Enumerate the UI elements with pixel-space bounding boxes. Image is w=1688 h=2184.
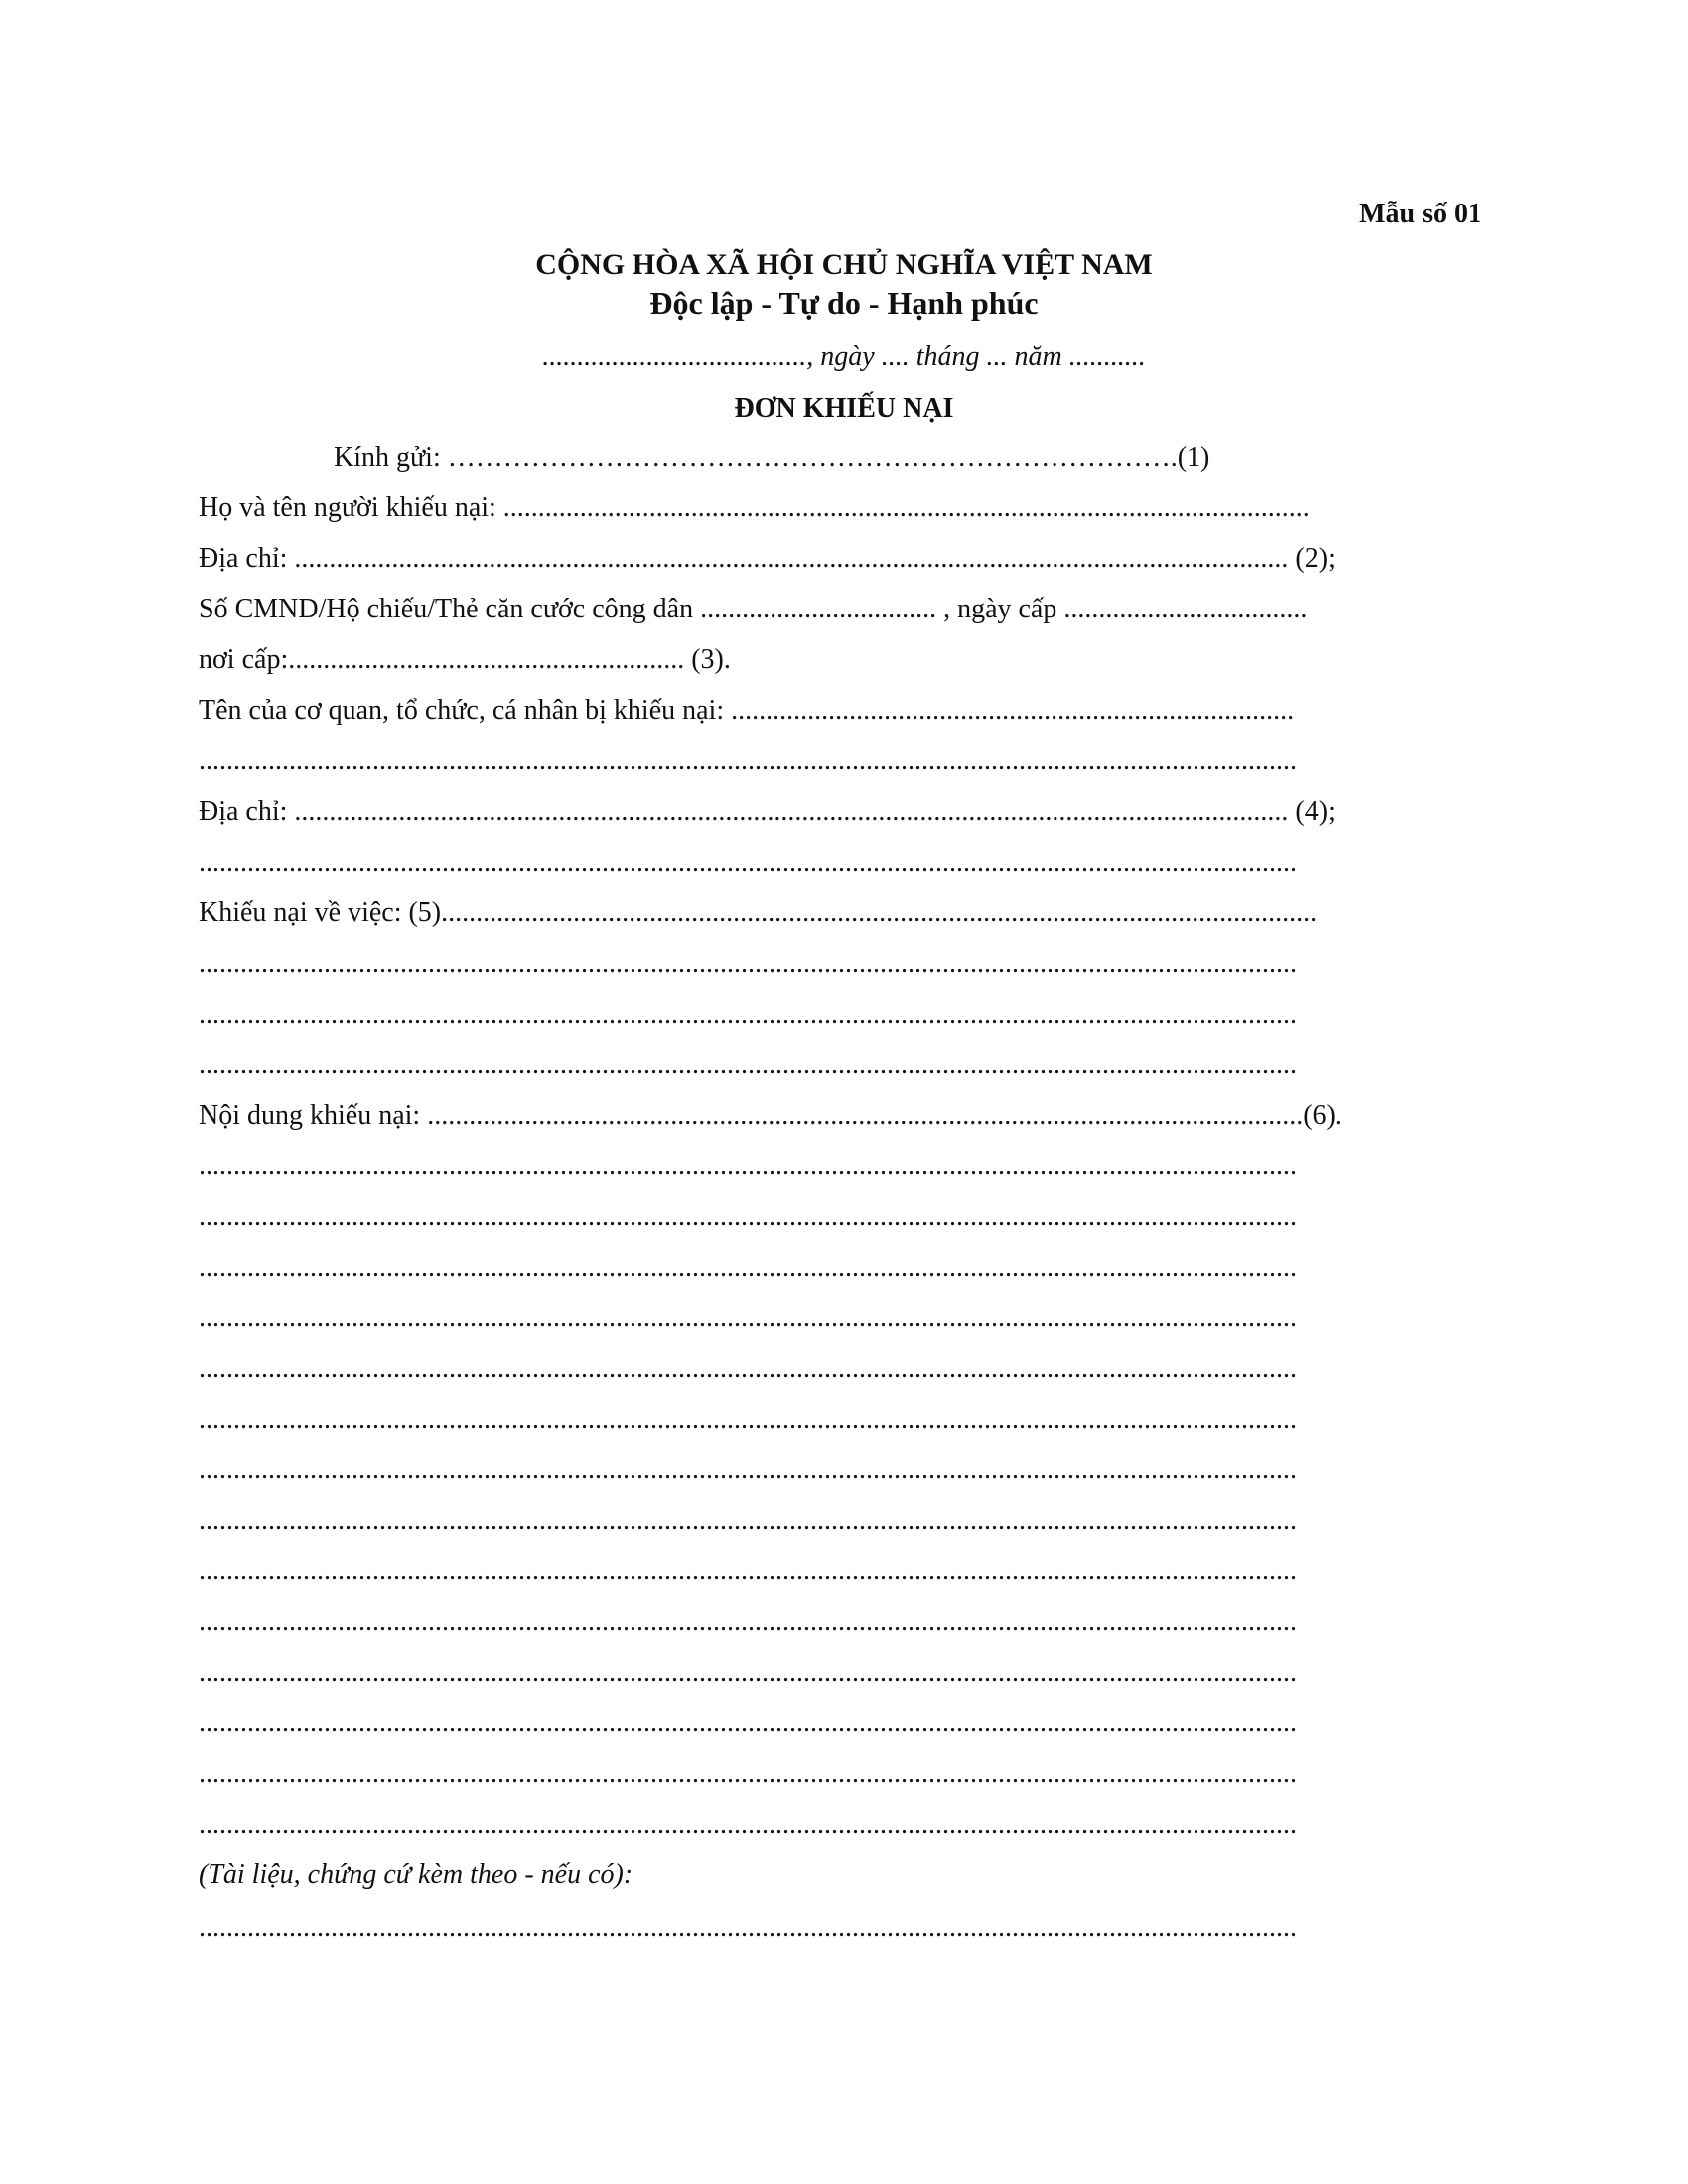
form-title: ĐƠN KHIẾU NẠI: [734, 393, 954, 424]
complainant-address-line: Địa chỉ: ............................................................................................................................................... (2);: [199, 543, 1336, 574]
date-line: ......................................, ngày .... tháng ... năm ...........: [542, 341, 1146, 372]
recipient-line: Kính gửi: …………………………………………………………………….(1): [334, 442, 1210, 473]
complaint-subject-line: Khiếu nại về việc: (5)..............................................................................................................................: [199, 897, 1318, 928]
subject-continuation-1: ..............................................................................................................................................................: [199, 948, 1297, 979]
content-line-4: ..............................................................................................................................................................: [199, 1302, 1297, 1333]
respondent-address-line: Địa chỉ: ............................................................................................................................................... (4);: [199, 796, 1336, 827]
content-line-2: ..............................................................................................................................................................: [199, 1201, 1297, 1232]
complainant-name-line: Họ và tên người khiếu nại: ....................................................................................................................: [199, 492, 1310, 523]
attachments-label: (Tài liệu, chứng cứ kèm theo - nếu có):: [199, 1859, 633, 1890]
content-line-13: ..............................................................................................................................................................: [199, 1758, 1297, 1789]
content-line-11: ..............................................................................................................................................................: [199, 1657, 1297, 1688]
content-line-6: ..............................................................................................................................................................: [199, 1404, 1297, 1434]
id-info-line: Số CMND/Hộ chiếu/Thẻ căn cước công dân .................................. , ngày cấp ...................................: [199, 594, 1308, 624]
content-line-5: ..............................................................................................................................................................: [199, 1353, 1297, 1384]
content-line-3: ..............................................................................................................................................................: [199, 1252, 1297, 1283]
form-number: Mẫu số 01: [1359, 199, 1481, 229]
content-line-7: ..............................................................................................................................................................: [199, 1454, 1297, 1485]
content-line-9: ..............................................................................................................................................................: [199, 1556, 1297, 1586]
subject-continuation-3: ..............................................................................................................................................................: [199, 1049, 1297, 1080]
issue-place-line: nơi cấp:......................................................... (3).: [199, 644, 731, 675]
national-header: [0, 246, 1688, 322]
respondent-name-continuation: ..............................................................................................................................................................: [199, 746, 1297, 776]
complaint-content-line: Nội dung khiếu nại: ..............................................................................................................................(6).: [199, 1100, 1342, 1131]
nation-motto: Độc lập - Tự do - Hạnh phúc: [649, 285, 1039, 321]
content-line-14: ..............................................................................................................................................................: [199, 1809, 1297, 1840]
attachments-line: ..............................................................................................................................................................: [199, 1912, 1297, 1943]
content-line-1: ..............................................................................................................................................................: [199, 1151, 1297, 1181]
subject-continuation-2: ..............................................................................................................................................................: [199, 999, 1297, 1029]
content-line-10: ..............................................................................................................................................................: [199, 1606, 1297, 1637]
respondent-name-line: Tên của cơ quan, tổ chức, cá nhân bị khiếu nại: .................................................................................: [199, 695, 1295, 726]
content-line-8: ..............................................................................................................................................................: [199, 1505, 1297, 1536]
nation-title: CỘNG HÒA XÃ HỘI CHỦ NGHĨA VIỆT NAM: [535, 248, 1153, 281]
respondent-address-continuation: ..............................................................................................................................................................: [199, 847, 1297, 878]
content-line-12: ..............................................................................................................................................................: [199, 1707, 1297, 1738]
